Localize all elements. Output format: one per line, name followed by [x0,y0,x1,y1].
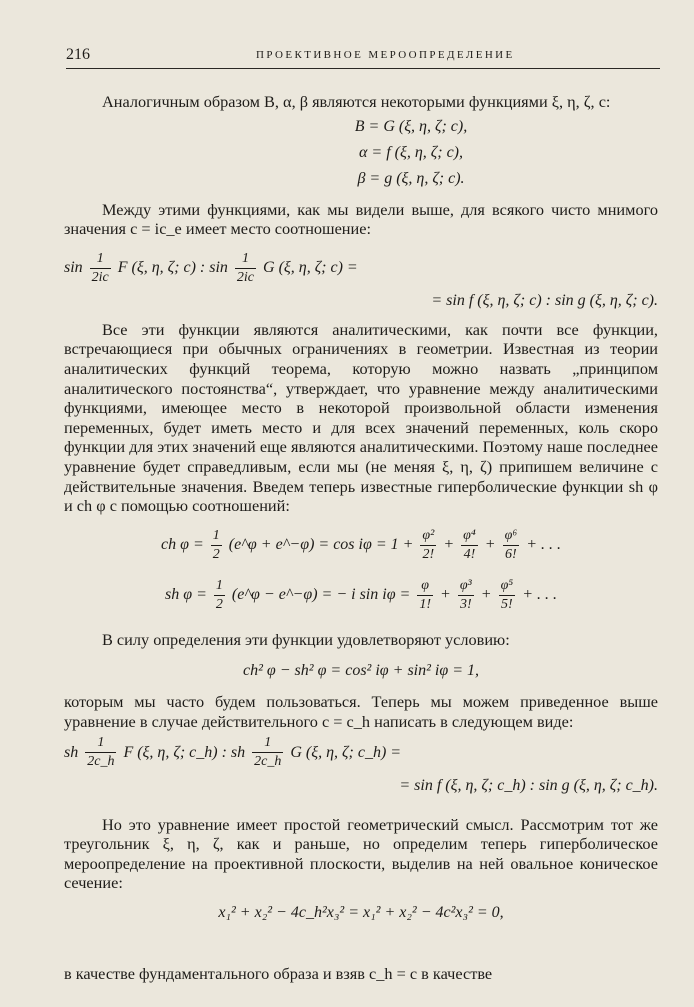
paragraph-1: Аналогичным образом B, α, β являются некоторыми функциями ξ, η, ζ, c: [102,92,611,111]
equation-sin-line1 [64,247,658,289]
equation-beta: β = g (ξ, η, ζ; c). [357,169,465,187]
equation-sh-line2: = sin f (ξ, η, ζ; c_h) : sin g (ξ, η, ζ; c_h). [399,776,658,794]
sin-word: sin [64,258,83,276]
equation-alpha: α = f (ξ, η, ζ; c), [359,143,463,161]
sin-term-F: F (ξ, η, ζ; c) : sin [117,258,228,276]
paragraph-7: в качестве фундаментального образа и взяв c_h = c в качестве [64,964,493,983]
term-phi5: $\frac{\text{φ⁵}}{5!}$ [500,577,514,612]
equation-ch: ch φ = $\frac{1}{2}$ (e^φ + e^−φ) = cos iφ = 1 + $\frac{\text{φ²}}{2!}$ + $\frac{\text{φ⁴}}{4!}$ + $\frac{\text{φ⁶}}{6!}$ + . . . [160,527,561,562]
term-phi6: $\frac{\text{φ⁶}}{6!}$ [504,527,518,562]
paragraph-2: Между этими функциями, как мы видели выше, для всякого чисто мнимого значения c = ic_e имеет место соотношение: [64,199,658,239]
equation-conic: x₁² + x₂² − 4c_h²x₃² = x₁² + x₂² − 4c²x₃² = 0, [218,903,504,921]
paragraph-5: которым мы часто будем пользоваться. Теперь мы можем приведенное выше уравнение в случае действительного c = c_h написать в следующем виде: [64,692,658,731]
sin-term-G: G (ξ, η, ζ; c) = [263,258,358,276]
term-phi4: $\frac{\text{φ⁴}}{4!}$ [463,527,476,562]
term-phi2: $\frac{\text{φ²}}{2!}$ [422,527,435,562]
paragraph-3: Все эти функции являются аналитическими, как почти все функции, встречающиеся при обычных ограничениях в геометрии. Известная из теории аналитических функций теорема, которую можно назвать „принципом аналитического постоянства“, утверждает, что уравнение между аналитическими функциями, имеющее место в некоторой произвольной области изменения переменных, будет иметь место и для всех значений переменных, коль скоро функции для этих значений еще являются аналитическими. Поэтому наше последнее уравнение будет справедливым, если мы (не меняя ξ, η, ζ) припишем величине c действительные значения. Введем теперь известные гиперболические функции sh φ и ch φ с помощью соотношений: [64,319,658,516]
fraction-1-over-2ch-second: $\frac{1}{2c\_h}$ [254,735,282,770]
fraction-1-over-2ch: $\frac{1}{2c\_h}$ [87,735,115,770]
page-header [66,46,660,69]
page-number: 216 [66,46,90,63]
equation-condition: ch² φ − sh² φ = cos² iφ + sin² iφ = 1, [243,662,479,680]
fraction-1-over-2ic-second: $\frac{1}{2ic}$ [236,250,255,285]
paragraph-4: В силу определения эти функции удовлетворяют условию: [102,629,510,649]
term-phi3: $\frac{\text{φ³}}{3!}$ [459,577,472,612]
equation-sh-line1: sh $\frac{1}{2c\_h}$ F (ξ, η, ζ; c_h) : sh $\frac{1}{2c\_h}$ G (ξ, η, ζ; c_h) = [64,735,402,770]
last-line [64,964,658,984]
fraction-half-sh: $\frac{1}{2}$ [215,577,223,612]
paragraph-6: Но это уравнение имеет простой геометрический смысл. Рассмотрим тот же треугольник ξ, η, ζ, как и раньше, но определим теперь гиперболическое мероопределение на проективной плоскости, выделив на ней овальное коническое сечение: [64,814,658,893]
term-phi1: $\frac{\varphi}{1!}$ [419,577,432,612]
fraction-half: $\frac{1}{2}$ [212,527,220,562]
fraction-1-over-2ic: $\frac{1}{2ic}$ [91,250,109,285]
equation-sin-line2: = sin f (ξ, η, ζ; c) : sin g (ξ, η, ζ; c). [431,291,658,309]
page-body [64,92,658,924]
equation-sh: sh φ = $\frac{1}{2}$ (e^φ − e^−φ) = − i sin iφ = $\frac{\varphi}{1!}$ + $\frac{\text{φ³}}{3!}$ + $\frac{\text{φ⁵}}{5!}$ + . . . [165,577,557,612]
running-title: ПРОЕКТИВНОЕ МЕРООПРЕДЕЛЕНИЕ [256,49,515,61]
equation-B: B = G (ξ, η, ζ; c), [354,117,468,135]
